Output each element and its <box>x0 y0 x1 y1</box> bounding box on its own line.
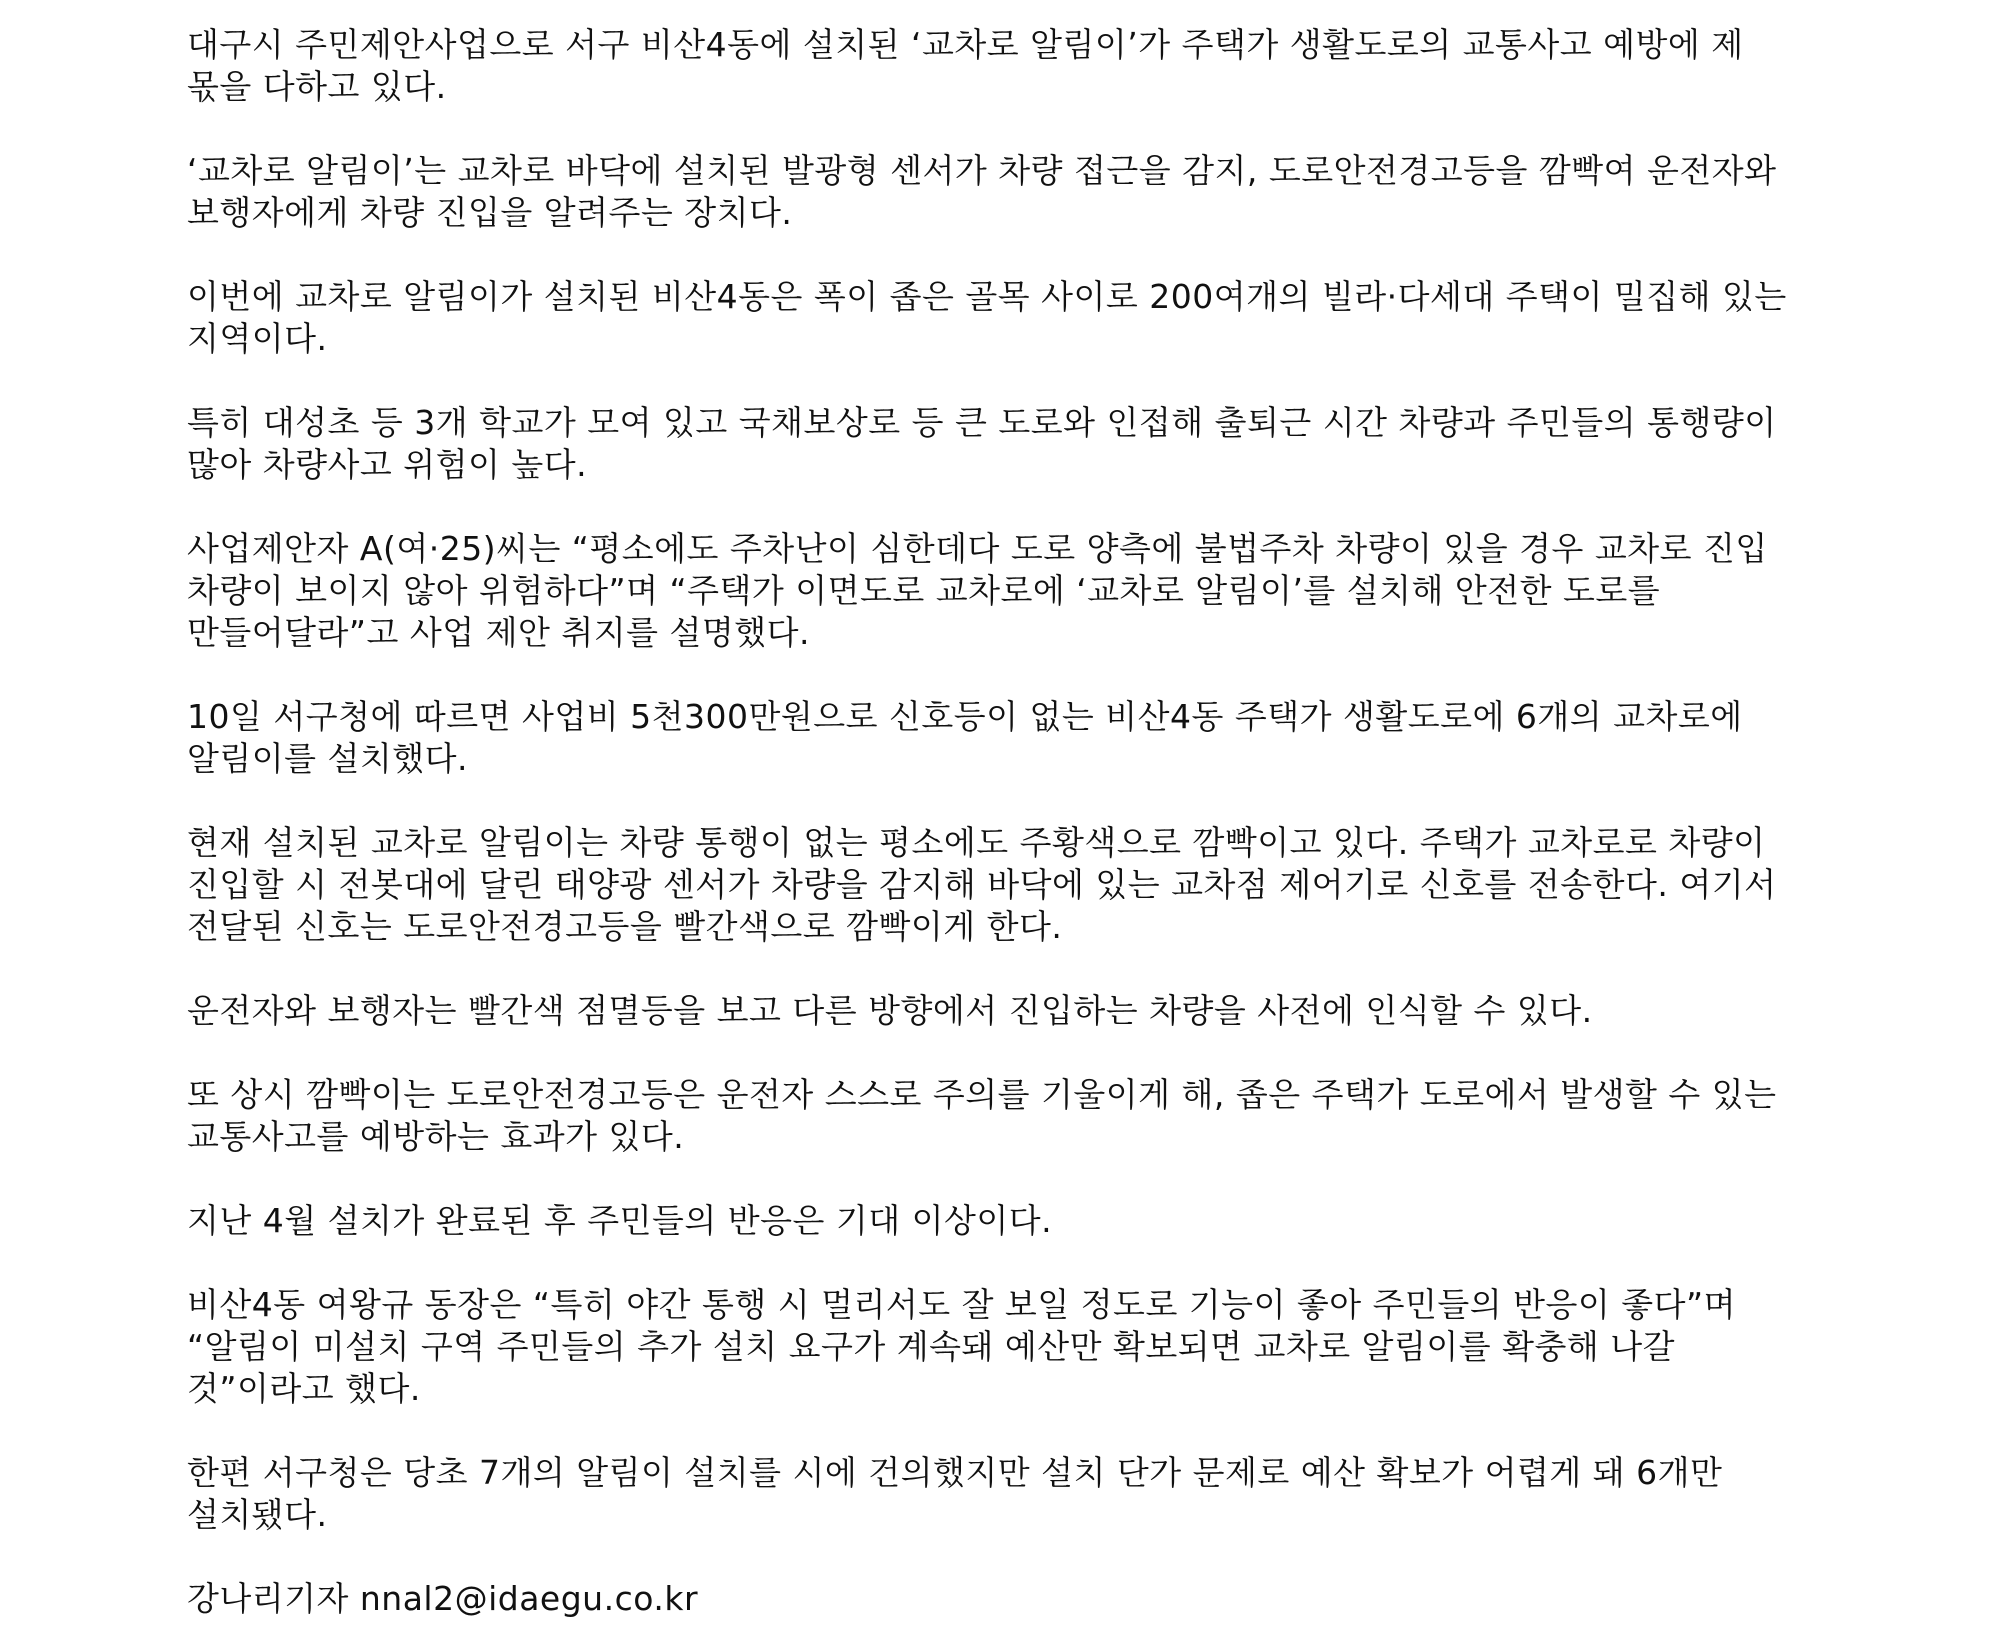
paragraph-1: 대구시 주민제안사업으로 서구 비산4동에 설치된 ‘교차로 알림이’가 주택가 생활도로의 교통사고 예방에 제 몫을 다하고 있다. <box>187 25 1744 106</box>
paragraph-7: 현재 설치된 교차로 알림이는 차량 통행이 없는 평소에도 주황색으로 깜빡이고 있다. 주택가 교차로로 차량이 진입할 시 전봇대에 달린 태양광 센서가 차량을 감지해 바닥에 있는 교차점 제어기로 신호를 전송한다. 여기서 전달된 신호는 도로안전경고등을 빨간색으로 깜빡이게 한다. <box>187 823 1777 946</box>
paragraph-3: 이번에 교차로 알림이가 설치된 비산4동은 폭이 좁은 골목 사이로 200여개의 빌라·다세대 주택이 밀집해 있는 지역이다. <box>187 277 1787 358</box>
paragraph-10: 지난 4월 설치가 완료된 후 주민들의 반응은 기대 이상이다. <box>187 1201 1053 1240</box>
paragraph-9: 또 상시 깜빡이는 도로안전경고등은 운전자 스스로 주의를 기울이게 해, 좁은 주택가 도로에서 발생할 수 있는 교통사고를 예방하는 효과가 있다. <box>187 1075 1777 1156</box>
paragraph-5: 사업제안자 A(여·25)씨는 “평소에도 주차난이 심한데다 도로 양측에 불법주차 차량이 있을 경우 교차로 진입 차량이 보이지 않아 위험하다”며 “주택가 이면도로 교차로에 ‘교차로 알림이’를 설치해 안전한 도로를 만들어달라”고 사업 제안 취지를 설명했다. <box>187 529 1768 652</box>
paragraph-12: 한편 서구청은 당초 7개의 알림이 설치를 시에 건의했지만 설치 단가 문제로 예산 확보가 어렵게 돼 6개만 설치됐다. <box>187 1453 1723 1534</box>
paragraph-6: 10일 서구청에 따르면 사업비 5천300만원으로 신호등이 없는 비산4동 주택가 생활도로에 6개의 교차로에 알림이를 설치했다. <box>187 697 1743 778</box>
byline: 강나리기자 nnal2@idaegu.co.kr <box>187 1579 699 1618</box>
paragraph-4: 특히 대성초 등 3개 학교가 모여 있고 국채보상로 등 큰 도로와 인접해 출퇴근 시간 차량과 주민들의 통행량이 많아 차량사고 위험이 높다. <box>187 403 1777 484</box>
paragraph-2: ‘교차로 알림이’는 교차로 바닥에 설치된 발광형 센서가 차량 접근을 감지, 도로안전경고등을 깜빡여 운전자와 보행자에게 차량 진입을 알려주는 장치다. <box>187 151 1777 232</box>
article-body <box>187 24 1807 1620</box>
paragraph-8: 운전자와 보행자는 빨간색 점멸등을 보고 다른 방향에서 진입하는 차량을 사전에 인식할 수 있다. <box>187 991 1593 1030</box>
paragraph-11: 비산4동 여왕규 동장은 “특히 야간 통행 시 멀리서도 잘 보일 정도로 기능이 좋아 주민들의 반응이 좋다”며 “알림이 미설치 구역 주민들의 추가 설치 요구가 계속돼 예산만 확보되면 교차로 알림이를 확충해 나갈 것”이라고 했다. <box>187 1285 1737 1408</box>
